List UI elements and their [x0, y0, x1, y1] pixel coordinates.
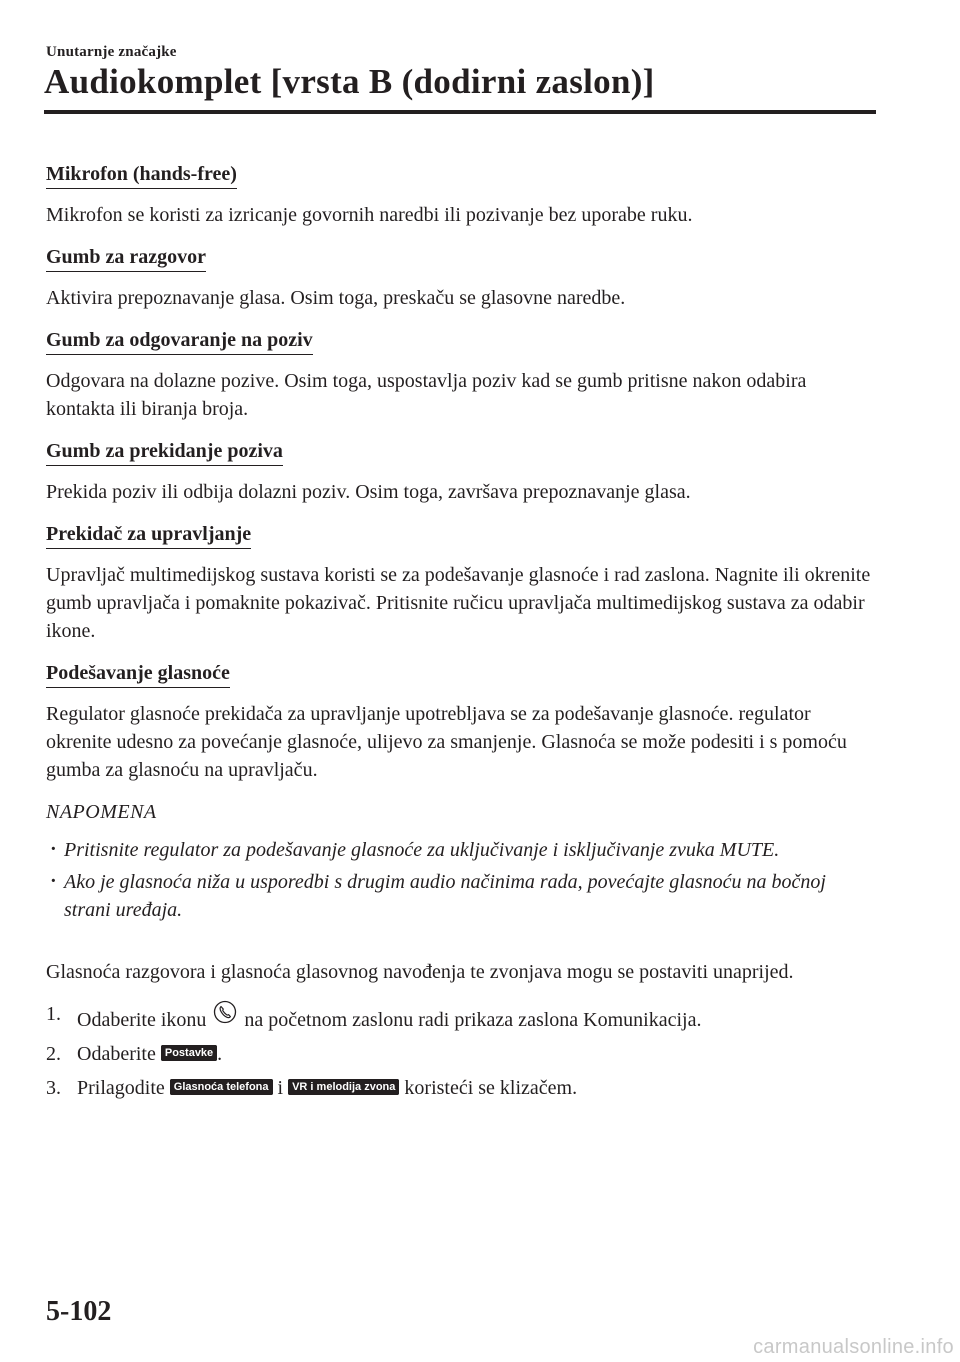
section-hang-up-button [46, 437, 876, 506]
section-heading: Podešavanje glasnoće [46, 661, 230, 688]
step-text: Prilagodite [77, 1077, 165, 1099]
step-item [46, 1074, 876, 1102]
section-commander-switch [46, 520, 876, 645]
step-number: 1. [46, 1003, 61, 1025]
section-heading: Mikrofon (hands-free) [46, 162, 237, 189]
step-text: Odaberite [77, 1043, 156, 1065]
chapter-title: Audiokomplet [vrsta B (dodirni zaslon)] [44, 62, 655, 101]
note-item: · Ako je glasnoća niža u usporedbi s drugim audio načinima rada, povećajte glasnoću na bočnoj strani uređaja. [46, 868, 876, 924]
page-number: 5-102 [46, 1296, 112, 1327]
section-paragraph: Prekida poziv ili odbija dolazni poziv. Osim toga, završava prepoznavanje glasa. [46, 481, 691, 503]
step-number: 2. [46, 1043, 61, 1065]
section-label: Unutarnje značajke [46, 44, 177, 60]
section-heading: Gumb za odgovaranje na poziv [46, 328, 313, 355]
vr-ringtone-key: VR i melodija zvona [288, 1079, 399, 1095]
phone-icon [213, 1000, 237, 1024]
intro-paragraph: Glasnoća razgovora i glasnoća glasovnog navođenja te zvonjava mogu se postaviti unaprijed. [46, 961, 794, 983]
section-paragraph: Aktivira prepoznavanje glasa. Osim toga, preskaču se glasovne naredbe. [46, 287, 626, 309]
section-pick-up-button [46, 326, 876, 423]
section-paragraph: Odgovara na dolazne pozive. Osim toga, uspostavlja poziv kad se gumb pritisne nakon odabira kontakta ili biranja broja. [46, 370, 807, 420]
step-text: Odaberite ikonu [77, 1009, 207, 1031]
step-text: koristeći se klizačem. [404, 1077, 578, 1099]
step-text: na početnom zaslonu radi prikaza zaslona Komunikacija. [244, 1009, 702, 1031]
section-paragraph: Upravljač multimedijskog sustava koristi se za podešavanje glasnoće i rad zaslona. Nagnite ili okrenite gumb upravljača i pomaknite pokazivač. Pritisnite ručicu upravljača multimedijskog sustava za odabir ikone. [46, 564, 871, 642]
step-item [46, 1000, 876, 1034]
section-paragraph: Regulator glasnoće prekidača za upravljanje upotrebljava se za podešavanje glasnoće. regulator okrenite udesno za povećanje glasnoće, ulijevo za smanjenje. Glasnoća se može podesiti i s pomoću gumba za glasnoću na upravljaču. [46, 703, 847, 781]
note-heading: NAPOMENA [46, 801, 157, 823]
step-text: i [277, 1077, 284, 1099]
step-text: . [217, 1043, 223, 1065]
section-heading: Gumb za prekidanje poziva [46, 439, 283, 466]
phone-volume-key: Glasnoća telefona [170, 1079, 273, 1095]
note-list [46, 836, 876, 924]
steps-list [46, 1000, 876, 1102]
section-microphone [46, 160, 876, 229]
note-item: · Pritisnite regulator za podešavanje glasnoće za uključivanje i isključivanje zvuka MUTE. [46, 836, 876, 864]
watermark: carmanualsonline.info [753, 1336, 954, 1358]
section-heading: Prekidač za upravljanje [46, 522, 251, 549]
step-number: 3. [46, 1077, 61, 1099]
section-volume-adjustment [46, 659, 876, 784]
step-item [46, 1040, 876, 1068]
title-rule [44, 110, 876, 114]
settings-key: Postavke [161, 1045, 217, 1061]
section-paragraph: Mikrofon se koristi za izricanje govornih naredbi ili pozivanje bez uporabe ruku. [46, 204, 693, 226]
section-talk-button [46, 243, 876, 312]
section-heading: Gumb za razgovor [46, 245, 206, 272]
main-content [46, 160, 876, 1108]
